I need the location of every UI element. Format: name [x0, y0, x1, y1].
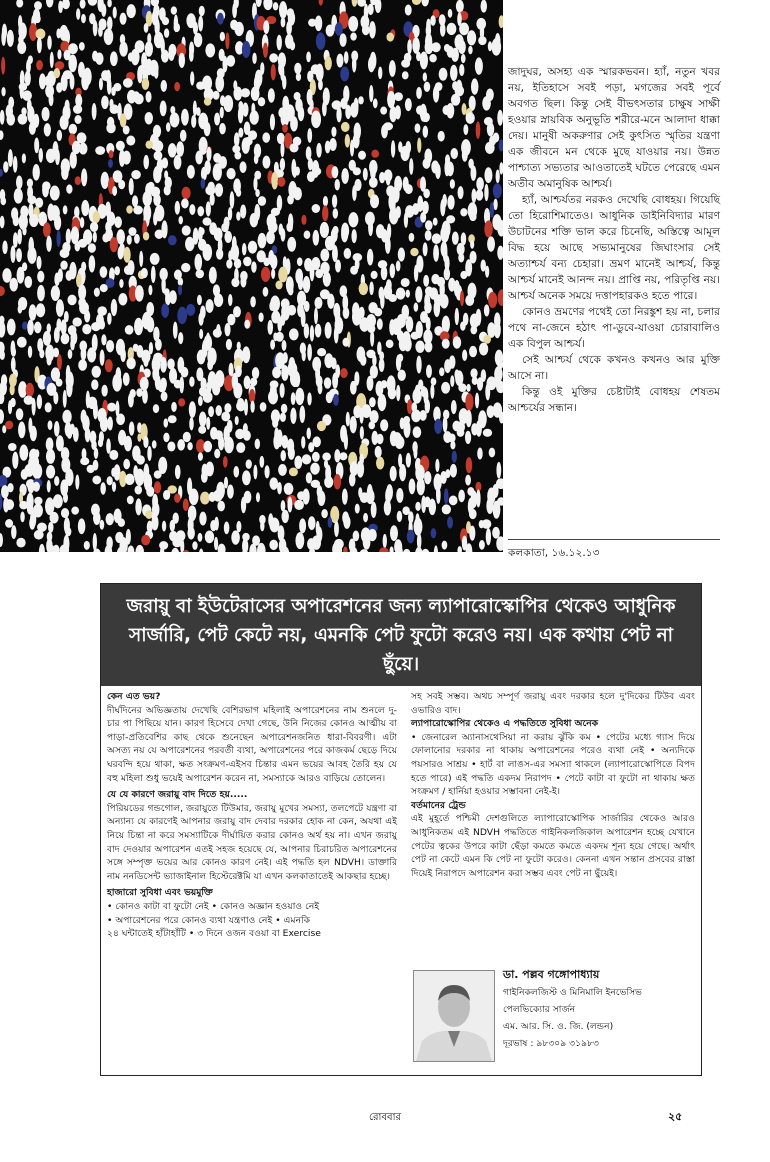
page-number: ২৫ — [668, 1110, 683, 1123]
benefit-line: ২৪ ঘন্টাতেই হাঁটাহাঁটি • ৩ দিনে ওজন বওয়া বা Exercise — [107, 928, 321, 940]
artwork-photo — [0, 0, 503, 552]
heading-reasons: যে যে কারণে জরায়ু বাদ দিতে হয়..... — [107, 789, 248, 801]
paragraph-laparoscopy: • জেনারেল অ্যানাসথেসিয়া না করায় ঝুঁকি কম • পেটের মধ্যে গ্যাস দিয়ে ফোলানোর দরকার না থাকায় অপারেশনের পরেও ব্যথা নেই • অন্যদিকে পয়সারও সাশ্রয় • হার্ট বা লাঙস-এর সমস্যা থাকলে (ল্যাপারোস্কোপিতে বিপদ হতে পারে) এই পদ্ধতি একদম নিরাপদ • পেটে কাটা বা ফুটো না থাকায় ক্ষত সংক্রমণ / হার্নিয়া হওয়ার সম্ভাবনা নেই-ই। — [411, 731, 695, 798]
ad-column-right — [411, 690, 695, 880]
paragraph-why-fear: দীর্ঘদিনের অভিজ্ঞতায় দেখেছি বেশিরভাগ মহিলাই অপারেশনের নাম শুনলে দু-চার পা পিছিয়ে যান। কারণ হিসেবে দেখা গেছে, উনি নিজের কোনও আত্মীয় বা পাড়া-প্রতিবেশির কাছ থেকে শুনেছেন অপারেশনজনিত ধারা-বিবরণী। এটা অসত্য নয় যে অপারেশনের পরবর্তী ব্যথা, অপারেশনের পরে কাজকর্ম ছেড়ে দিয়ে ঘরবন্দি হয়ে থাকা, ক্ষত সংক্রমণ-এইসব চিন্তার এমন ভয়ের আবহ তৈরি হয় যে বহু মহিলা শুধু ভয়েই অপারেশন করেন না, সমস্যাকে আরও বাড়িয়ে তোলেন। — [107, 704, 397, 784]
essay-column — [508, 64, 720, 416]
benefit-line: • কোনও কাটা বা ফুটো নেই • কোনও অজ্ঞান হওয়াও নেই — [107, 900, 320, 912]
doctor-details — [503, 966, 695, 1052]
benefit-line: • অপারেশনের পরে কোনও ব্যথা যন্ত্রণাও নেই • এমনকি — [107, 914, 311, 926]
essay-paragraph: হ্যাঁ, আশ্চর্যতর নরকও দেখেছি বোধহয়। গিয়েছি তো হিরোশিমাতেও। আধুনিক ডাইনিবিদ্যার মারণ উচাটনের শক্তি ভাল করে চিনেছি, অস্তিত্বে আমূল বিদ্ধ হয়ে আছে সভ্যমানুষের জিঘাংসার সেই অত্যাশ্চর্য বন্য চেহারা। ভ্রমণ মানেই আশ্চর্য, কিন্তু আশ্চর্য মানেই আনন্দ নয়। প্রাপ্তি নয়, পরিতৃপ্তি নয়। আশ্চর্য অনেক সময়ে দত্তাপহারকও হতে পারে। — [508, 194, 720, 302]
doctor-phone: দূরভাষ : ৯৮৩০৯ ৩১৯৮৩ — [503, 1038, 599, 1049]
advertisement — [100, 583, 702, 1076]
heading-laparoscopy: ল্যাপারোস্কোপির থেকেও এ পদ্ধতিতে সুবিধা অনেক — [411, 718, 599, 730]
essay-paragraph: জাদুঘর, অসহ্য এক স্মারকভবন। হ্যাঁ, নতুন খবর নয়, ইতিহাসে সবই পড়া, মগজের সবই পূর্বে অবগত ছিল। কিন্তু সেই বীভৎসতার চাক্ষুষ সাক্ষী হওয়ার স্নায়বিক অনুভূতি শরীরে-মনে আলাদা ধাক্কা দেয়। মানুষী অকরুণার সেই কুৎসিত স্মৃতির যন্ত্রণা এক জীবনে মন থেকে মুছে যাওয়ার নয়। উন্নত পাশ্চাত্য সভ্যতার আওতাতেই ঘটতে পেরেছে এমন অতীব অমানুষিক আশ্চর্য। — [508, 66, 720, 190]
essay-paragraph: কোনও ভ্রমণের পথেই তো নিরঙ্কুশ হয় না, চলার পথে না-জেনে হঠাৎ পা-ডুবে-যাওয়া চোরাবালিও এক বিপুল আশ্চর্য। — [508, 306, 720, 350]
ad-column-left — [107, 690, 397, 941]
ad-headline: জরায়ু বা ইউটেরাসের অপারেশনের জন্য ল্যাপারোস্কোপির থেকেও আধুনিক সার্জারি, পেট কেটে নয়, এমনকি পেট ফুটো করেও নয়। এক কথায় পেট না ছুঁয়ে। — [101, 584, 701, 686]
heading-trend: বর্তমানের ট্রেন্ড — [411, 799, 466, 811]
essay-paragraph: সেই আশ্চর্য থেকে কখনও কখনও আর মুক্তি আসে না। — [508, 354, 720, 382]
doctor-card — [411, 962, 695, 1066]
heading-why-fear: কেন এত ভয়? — [107, 691, 161, 702]
doctor-title: পেলভিক্যোর সার্জন — [503, 1004, 576, 1015]
paragraph-reasons: পিরিয়ডের গন্ডগোল, জরায়ুতে টিউমার, জরায়ু মুখের সমস্যা, তলপেটে যন্ত্রণা বা অন্যান্য যে কারণেই আপনার জরায়ু বাদ দেবার দরকার হোক না কেন, অযথা এই নিয়ে চিন্তা না করে সমস্যাটিকে দীর্ঘায়িত করার কোনও অর্থ হয় না। এখন জরায়ু বাদ দেওয়ার অপারেশন এতই সহজ হয়েছে যে, আপনার চিরাচরিত অপারেশনের সঙ্গে সম্পৃক্ত ভয়ের আর কোনও কারণ নেই। এই পদ্ধতি হল NDVH। ডাক্তারি নাম ননডিসেন্ট ভ্যাজাইনাল হিস্টেরেক্টমি যা এখন কলকাতাতেই আকছার হচ্ছে। — [107, 802, 397, 882]
footer-magazine-name: রোববার — [369, 1112, 401, 1123]
paragraph-trend: এই মুহূর্তে পশ্চিমী দেশগুলিতে ল্যাপারোস্কোপিক সার্জারির থেকেও আরও আধুনিকতম এই NDVH পদ্ধতিতে গাইনিকলজিকাল অপারেশন হচ্ছে যেখানে পেটের ত্বকের উপরে কাটা ছেঁড়া কমতে কমতে একদম শূন্য হয়ে গেছে। অর্থাৎ পেট না কেটে এমন কি পেট না ফুটো করেও। কেননা এখন সন্তান প্রসবের রাস্তা দিয়েই নিরাপদে অপারেশন করা সম্ভব এবং পেট না ছুঁয়েই। — [411, 813, 695, 879]
paragraph-continued: সহ সবই সম্ভব। অথচ সম্পূর্ণ জরায়ু এবং দরকার হলে দু'দিকের টিউব এবং ওভারিও বাদ। — [411, 691, 695, 716]
essay-paragraph: কিন্তু ওই মুক্তির চেষ্টাটাই বোধহয় শেষতম আশ্চর্যের সন্ধান। — [508, 386, 720, 414]
heading-benefits: হাজারো সুবিধা এবং ভয়মুক্তি — [107, 887, 213, 899]
place-date: কলকাতা, ১৬.১২.১৩ — [508, 539, 720, 563]
ad-body — [107, 690, 695, 1069]
doctor-title: গাইনিকলজিস্ট ও মিনিমালি ইনভেসিভ — [503, 987, 642, 998]
doctor-photo — [413, 970, 495, 1062]
doctor-degree: এম. আর. সি. ও. জি. (লন্ডন) — [503, 1021, 614, 1032]
doctor-name: ডা. পল্লব গঙ্গোপাধ্যায় — [503, 968, 600, 981]
